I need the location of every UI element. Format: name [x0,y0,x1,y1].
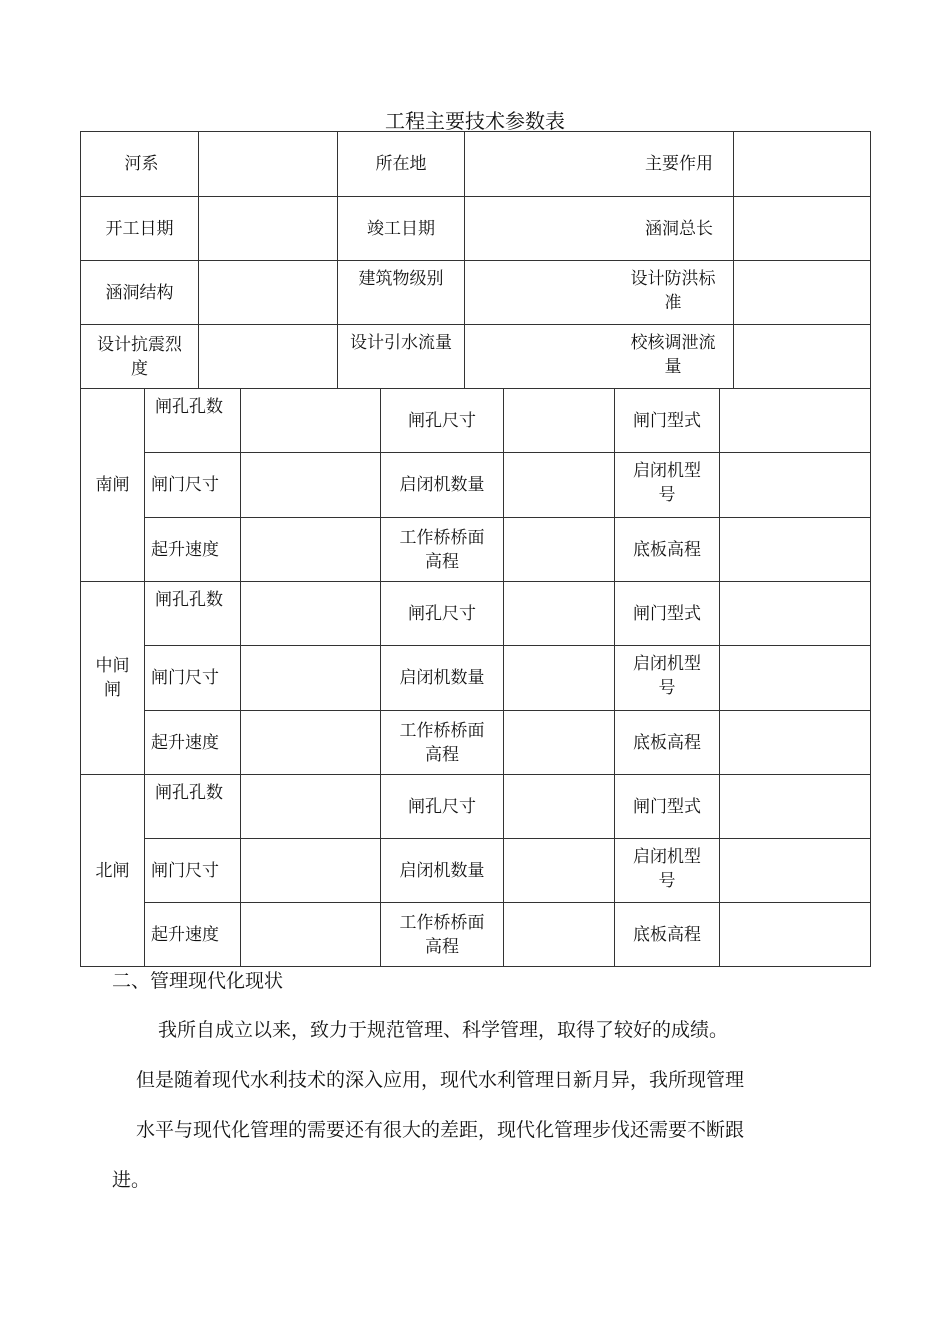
table-value-cell [719,710,871,774]
table-value-cell [240,452,380,517]
info-label-cell [464,260,733,324]
gate-label-cell [144,710,240,774]
table-value-cell [719,517,871,581]
gate-label-cell [614,902,719,966]
cell-label: 闸孔尺寸 [408,796,476,817]
cell-label: 工作桥桥面高程 [399,720,485,765]
cell-label: 竣工日期 [367,218,435,239]
gate-label-cell [380,581,503,645]
cell-label: 底板高程 [633,924,701,945]
gate-name-cell [80,774,144,966]
cell-label: 闸门型式 [633,603,701,624]
cell-label: 闸门型式 [633,410,701,431]
cell-label: 南闸 [95,475,130,495]
paragraph-line: 我所自成立以来，致力于规范管理、科学管理，取得了较好的成绩。 [158,1019,729,1041]
table-value-cell [240,774,380,838]
table-value-cell [198,131,337,196]
table-value-cell [240,581,380,645]
cell-label: 闸孔孔数 [155,783,223,803]
info-label-cell [80,196,198,260]
cell-label: 闸孔尺寸 [408,603,476,624]
info-label-cell [337,324,464,388]
gate-label-cell [380,517,503,581]
table-value-cell [198,324,337,388]
table-value-cell [503,517,614,581]
page-title: 工程主要技术参数表 [385,109,565,133]
cell-label: 校核调泄流量 [630,333,716,377]
gate-label-cell [144,902,240,966]
gate-label-cell [144,581,240,645]
gate-label-cell [614,581,719,645]
paragraph-line: 但是随着现代水利技术的深入应用，现代水利管理日新月异，我所现管理 [136,1069,745,1091]
gate-label-cell [144,388,240,452]
cell-label: 启闭机数量 [399,475,485,495]
gate-label-cell [614,838,719,902]
cell-label: 闸孔孔数 [155,590,223,610]
cell-label: 涵洞总长 [645,218,713,239]
gate-label-cell [614,388,719,452]
table-value-cell [240,710,380,774]
table-value-cell [198,196,337,260]
cell-label: 设计引水流量 [350,333,452,353]
table-value-cell [719,838,871,902]
gate-label-cell [144,838,240,902]
gate-label-cell [380,710,503,774]
table-value-cell [719,452,871,517]
table-value-cell [503,838,614,902]
cell-label: 启闭机数量 [399,668,485,688]
cell-label: 涵洞结构 [105,282,174,303]
cell-label: 工作桥桥面高程 [399,912,485,957]
cell-label: 启闭机型号 [633,847,701,891]
table-value-cell [240,645,380,710]
cell-label: 启闭机型号 [633,654,701,698]
paragraph-line: 水平与现代化管理的需要还有很大的差距，现代化管理步伐还需要不断跟 [136,1119,745,1141]
cell-label: 底板高程 [633,732,701,753]
table-value-cell [503,581,614,645]
table-value-cell [503,645,614,710]
table-value-cell [503,388,614,452]
table-value-cell [503,902,614,966]
cell-label: 工作桥桥面高程 [399,527,485,572]
gate-label-cell [144,774,240,838]
cell-label: 河系 [124,154,159,174]
cell-label: 起升速度 [151,924,219,945]
cell-label: 主要作用 [645,154,713,174]
cell-label: 闸门尺寸 [151,860,219,881]
cell-label: 设计抗震烈度 [97,334,182,379]
table-value-cell [733,196,871,260]
info-label-cell [464,324,733,388]
info-label-cell [80,260,198,324]
cell-label: 北闸 [95,860,130,881]
table-value-cell [733,260,871,324]
table-value-cell [719,902,871,966]
cell-label: 中间闸 [95,656,130,700]
gate-label-cell [380,645,503,710]
gate-label-cell [380,902,503,966]
table-value-cell [733,131,871,196]
table-value-cell [240,902,380,966]
table-value-cell [503,452,614,517]
table-value-cell [733,324,871,388]
table-value-cell [240,517,380,581]
info-label-cell [337,260,464,324]
cell-label: 开工日期 [105,218,174,239]
gate-label-cell [380,388,503,452]
table-value-cell [719,645,871,710]
gate-label-cell [380,774,503,838]
table-value-cell [719,774,871,838]
info-label-cell [464,196,733,260]
section-heading: 二、管理现代化现状 [112,970,284,992]
table-value-cell [503,710,614,774]
info-label-cell [464,131,733,196]
table-value-cell [198,260,337,324]
cell-label: 所在地 [375,154,427,174]
gate-label-cell [144,645,240,710]
table-value-cell [240,388,380,452]
info-label-cell [80,324,198,388]
cell-label: 闸孔尺寸 [408,410,476,431]
cell-label: 闸门尺寸 [151,668,219,688]
cell-label: 起升速度 [151,732,219,753]
cell-label: 起升速度 [151,539,219,560]
table-value-cell [503,774,614,838]
cell-label: 闸门型式 [633,796,701,817]
gate-name-cell [80,581,144,774]
gate-name-cell [80,388,144,581]
cell-label: 闸门尺寸 [151,475,219,495]
cell-label: 底板高程 [633,539,701,560]
cell-label: 启闭机数量 [399,860,485,881]
gate-label-cell [144,452,240,517]
cell-label: 设计防洪标准 [630,269,716,313]
gate-label-cell [614,774,719,838]
gate-label-cell [144,517,240,581]
table-border-right [870,131,871,967]
gate-label-cell [614,452,719,517]
cell-label: 闸孔孔数 [155,397,223,417]
info-label-cell [80,131,198,196]
info-label-cell [337,131,464,196]
info-label-cell [337,196,464,260]
gate-label-cell [614,710,719,774]
gate-label-cell [614,645,719,710]
paragraph-line: 进。 [112,1169,151,1191]
cell-label: 建筑物级别 [358,269,444,289]
gate-label-cell [614,517,719,581]
table-value-cell [719,581,871,645]
gate-label-cell [380,838,503,902]
table-value-cell [719,388,871,452]
gate-label-cell [380,452,503,517]
table-value-cell [240,838,380,902]
cell-label: 启闭机型号 [633,461,701,505]
